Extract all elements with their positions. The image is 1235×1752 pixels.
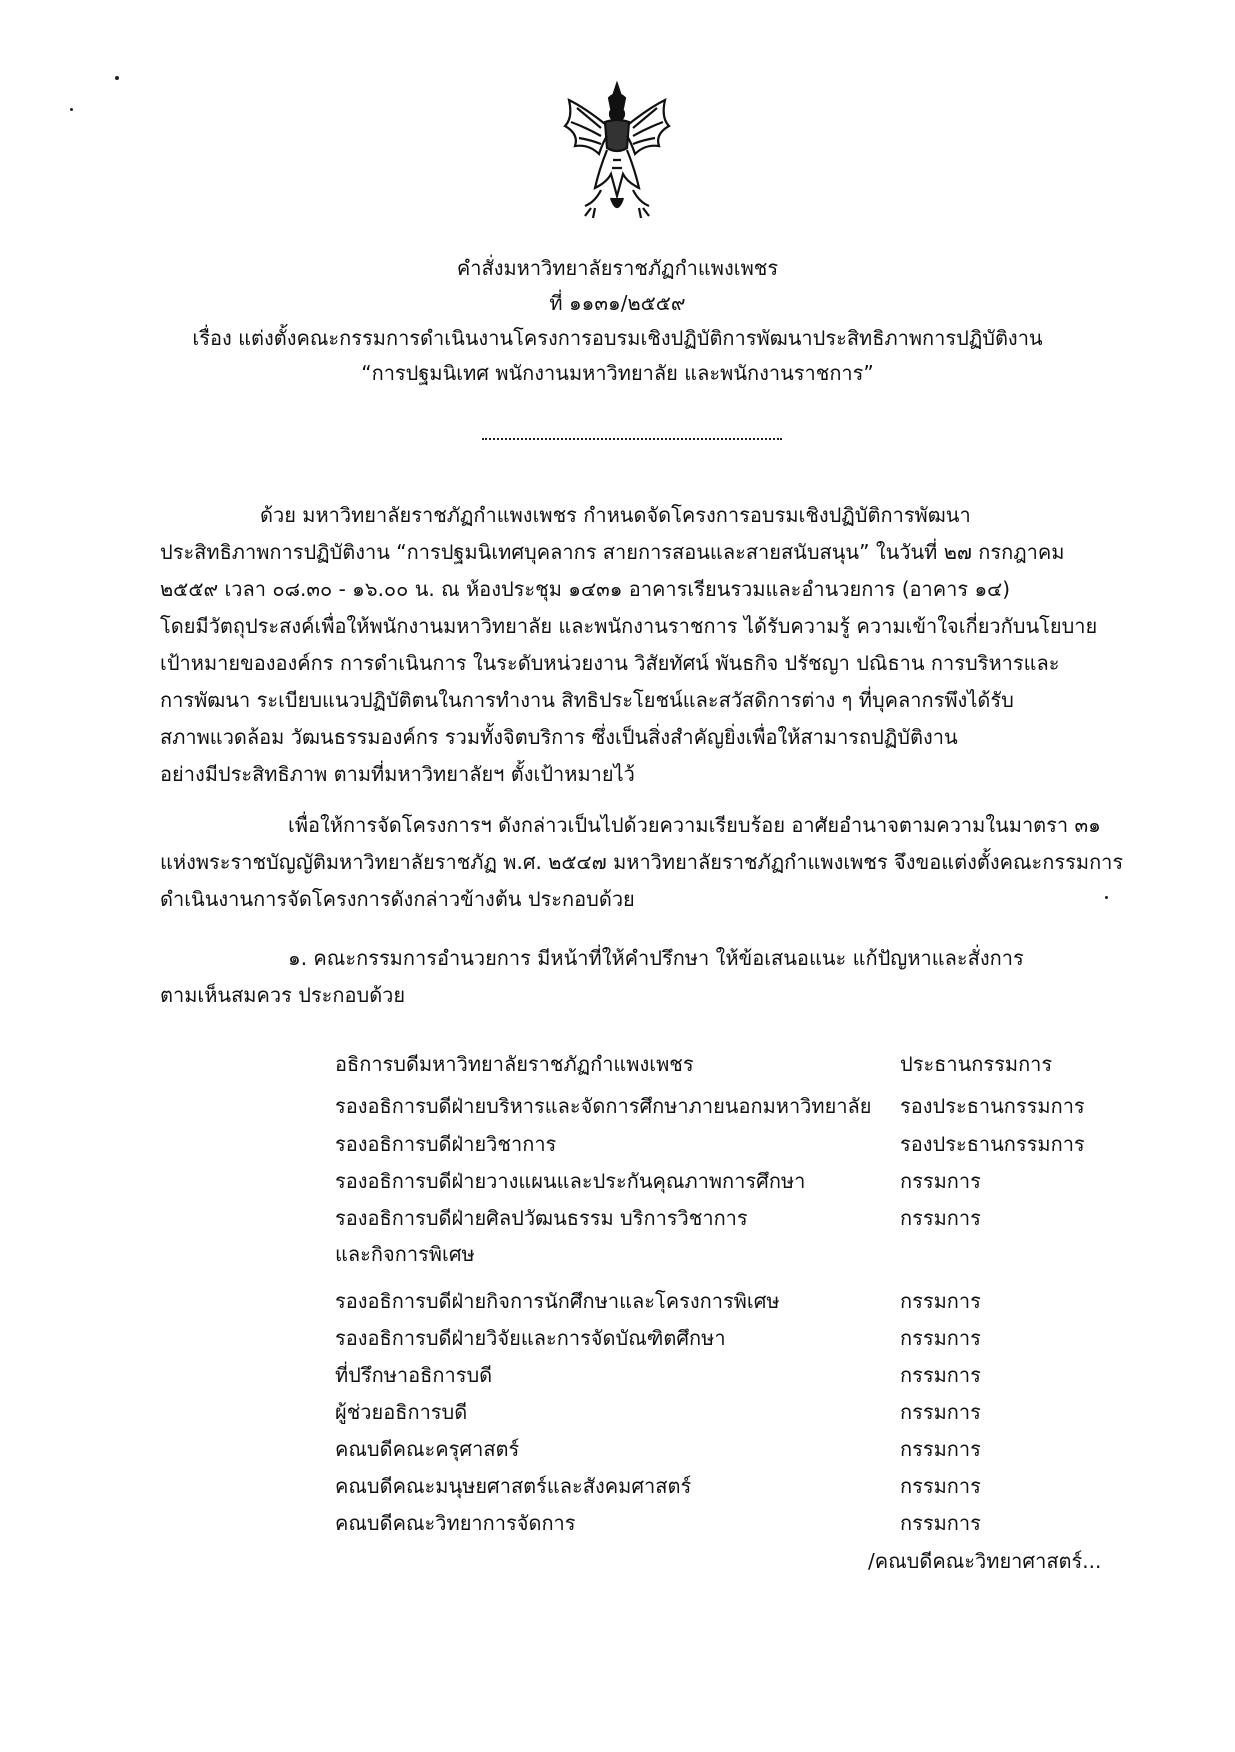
paragraph-line: ตามเห็นสมควร ประกอบด้วย (160, 983, 406, 1007)
committee-row (335, 1128, 1115, 1160)
garuda-emblem-icon (555, 78, 680, 228)
committee-position: รองอธิการบดีฝ่ายวิจัยและการจัดบัณฑิตศึกษา (335, 1326, 726, 1350)
committee-role: กรรมการ (900, 1326, 981, 1350)
committee-row (335, 1433, 1115, 1465)
paragraph-line: ด้วย มหาวิทยาลัยราชภัฏกำแพงเพชร กำหนดจัดโครงการอบรมเชิงปฏิบัติการพัฒนา (260, 503, 971, 527)
committee-row (335, 1470, 1115, 1502)
paragraph-line: แห่งพระราชบัญญัติมหาวิทยาลัยราชภัฏ พ.ศ. ๒๕๔๗ มหาวิทยาลัยราชภัฏกำแพงเพชร จึงขอแต่งตั้งคณะกรรมการ (160, 850, 1124, 874)
paragraph-line: ๑. คณะกรรมการอำนวยการ มีหน้าที่ให้คำปรึกษา ให้ข้อเสนอแนะ แก้ปัญหาและสั่งการ (288, 946, 1024, 970)
committee-role: กรรมการ (900, 1511, 981, 1535)
committee-position: รองอธิการบดีฝ่ายบริหารและจัดการศึกษาภายนอกมหาวิทยาลัย (335, 1094, 872, 1118)
paragraph-2 (160, 807, 1124, 918)
order-number: ที่ ๑๑๓๑/๒๕๕๙ (549, 291, 686, 315)
committee-role: กรรมการ (900, 1400, 981, 1424)
committee-role: ประธานกรรมการ (900, 1052, 1053, 1076)
continuation-note: /คณบดีคณะวิทยาศาสตร์... (868, 1549, 1102, 1573)
committee-position: คณบดีคณะครุศาสตร์ (335, 1437, 520, 1461)
committee-row (335, 1396, 1115, 1428)
separator-dots (482, 438, 782, 440)
committee-role: กรรมการ (900, 1169, 981, 1193)
committee-position: คณบดีคณะมนุษยศาสตร์และสังคมศาสตร์ (335, 1474, 692, 1498)
order-title: คำสั่งมหาวิทยาลัยราชภัฏกำแพงเพชร (456, 256, 779, 280)
subject-line-2: “การปฐมนิเทศ พนักงานมหาวิทยาลัย และพนักงานราชการ” (361, 361, 874, 385)
paragraph-line: เป้าหมายขององค์กร การดำเนินการ ในระดับหน่วยงาน วิสัยทัศน์ พันธกิจ ปรัชญา ปณิธาน การบริหารและ (160, 651, 1060, 675)
paragraph-line: ๒๕๕๙ เวลา ๐๘.๓๐ - ๑๖.๐๐ น. ณ ห้องประชุม ๑๔๓๑ อาคารเรียนรวมและอำนวยการ (อาคาร ๑๔) (160, 577, 1011, 601)
committee-role: กรรมการ (900, 1474, 981, 1498)
committee-position: ที่ปรึกษาอธิการบดี (335, 1363, 493, 1387)
committee-row (335, 1507, 1115, 1539)
committee-row (335, 1090, 1115, 1122)
committee-position: รองอธิการบดีฝ่ายกิจการนักศึกษาและโครงการพิเศษ (335, 1289, 780, 1313)
paragraph-line: โดยมีวัตถุประสงค์เพื่อให้พนักงานมหาวิทยาลัย และพนักงานราชการ ได้รับความรู้ ความเข้าใจเกี่ยวกับนโยบาย (160, 614, 1098, 638)
paragraph-line: อย่างมีประสิทธิภาพ ตามที่มหาวิทยาลัยฯ ตั้งเป้าหมายไว้ (160, 762, 635, 786)
committee-row (335, 1359, 1115, 1391)
subject-line: เรื่อง แต่งตั้งคณะกรรมการดำเนินงานโครงการอบรมเชิงปฏิบัติการพัฒนาประสิทธิภาพการปฏิบัติงาน (192, 326, 1043, 350)
committee-role: กรรมการ (900, 1437, 981, 1461)
committee-position: รองอธิการบดีฝ่ายวางแผนและประกันคุณภาพการศึกษา (335, 1169, 806, 1193)
paragraph-1 (160, 497, 1100, 793)
committee-row (335, 1202, 1115, 1234)
committee-position: รองอธิการบดีฝ่ายศิลปวัฒนธรรม บริการวิชาการ (335, 1206, 748, 1230)
paragraph-line: เพื่อให้การจัดโครงการฯ ดังกล่าวเป็นไปด้วยความเรียบร้อย อาศัยอำนาจตามความในมาตรา ๓๑ (288, 813, 1101, 837)
committee-row (335, 1285, 1115, 1317)
committee-row (335, 1048, 1115, 1080)
committee-role: รองประธานกรรมการ (900, 1094, 1085, 1118)
scan-speck (1105, 896, 1108, 899)
committee-role: กรรมการ (900, 1363, 981, 1387)
committee-position: ผู้ช่วยอธิการบดี (335, 1400, 468, 1424)
committee-position: คณบดีคณะวิทยาการจัดการ (335, 1511, 576, 1535)
committee-role: รองประธานกรรมการ (900, 1132, 1085, 1156)
committee-position: รองอธิการบดีฝ่ายวิชาการ (335, 1132, 557, 1156)
committee-role: กรรมการ (900, 1206, 981, 1230)
paragraph-3 (160, 940, 1100, 1014)
committee-row (335, 1322, 1115, 1354)
committee-role: กรรมการ (900, 1289, 981, 1313)
committee-row (335, 1165, 1115, 1197)
paragraph-line: ดำเนินงานการจัดโครงการดังกล่าวข้างต้น ประกอบด้วย (160, 887, 635, 911)
scan-speck (70, 108, 73, 111)
committee-position: และกิจการพิเศษ (335, 1242, 475, 1266)
committee-row (335, 1238, 1115, 1270)
paragraph-line: การพัฒนา ระเบียบแนวปฏิบัติตนในการทำงาน สิทธิประโยชน์และสวัสดิการต่าง ๆ ที่บุคลากรพึงได้รับ (160, 688, 1014, 712)
paragraph-line: สภาพแวดล้อม วัฒนธรรมองค์กร รวมทั้งจิตบริการ ซึ่งเป็นสิ่งสำคัญยิ่งเพื่อให้สามารถปฏิบัติงาน (160, 725, 958, 749)
paragraph-line: ประสิทธิภาพการปฏิบัติงาน “การปฐมนิเทศบุคลากร สายการสอนและสายสนับสนุน” ในวันที่ ๒๗ กรกฎาคม (160, 540, 1065, 564)
scan-speck (115, 76, 119, 80)
committee-position: อธิการบดีมหาวิทยาลัยราชภัฏกำแพงเพชร (335, 1052, 694, 1076)
